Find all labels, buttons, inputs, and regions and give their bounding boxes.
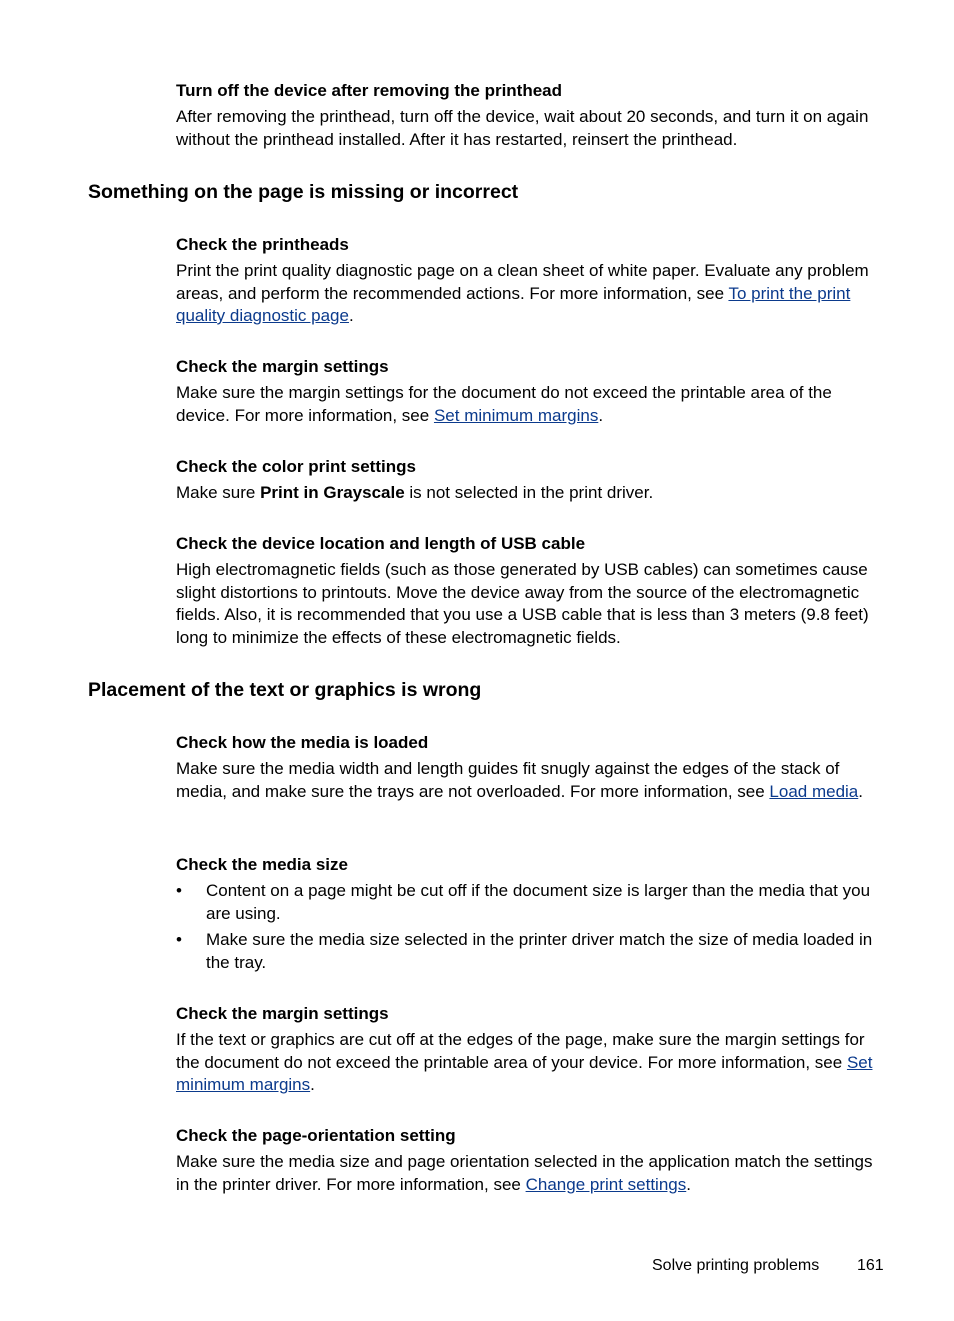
subsection-check-media-loaded (176, 732, 881, 803)
subsection-text (176, 382, 881, 427)
bullet-icon: • (176, 881, 182, 900)
bullet-icon: • (176, 930, 182, 949)
subsection-check-color-print (176, 456, 881, 505)
text-segment: . (598, 405, 604, 425)
text-segment: Make sure the margin settings for the document do not exceed the printable area of the device. For more information, see (176, 383, 832, 425)
list-item-text: Make sure the media size selected in the printer driver match the size of media loaded in the tray. (206, 930, 873, 972)
footer-page-number: 161 (857, 1257, 884, 1274)
subsection-heading: Check how the media is loaded (176, 733, 429, 752)
link-set-minimum-margins[interactable]: Set minimum margins (433, 405, 599, 425)
text-segment: is not selected in the print driver. (404, 483, 654, 502)
footer-section-name: Solve printing problems (652, 1257, 820, 1274)
subsection-check-margin-settings (176, 356, 881, 427)
subsection-check-usb-cable (176, 533, 881, 649)
text-segment: Make sure the media width and length guides fit snugly against the edges of the stack of media, and make sure the trays are not overloaded. For more information, see (176, 759, 840, 801)
subsection-text (176, 758, 881, 803)
subsection-check-media-size (176, 854, 881, 978)
text-segment: . (310, 1075, 315, 1094)
subsection-heading: Check the media size (176, 855, 348, 874)
subsection-check-printheads (176, 234, 881, 328)
subsection-check-margin-settings-2 (176, 1003, 881, 1097)
subsection-text: After removing the printhead, turn off the device, wait about 20 seconds, and turn it on again without the printhead installed. After it has restarted, reinsert the printhead. (176, 107, 869, 149)
bold-option-name: Print in Grayscale (260, 483, 405, 502)
link-load-media[interactable]: Load media (769, 781, 859, 801)
subsection-heading: Check the device location and length of USB cable (176, 534, 586, 553)
text-segment: . (686, 1174, 691, 1194)
subsection-check-page-orientation (176, 1125, 881, 1196)
subsection-text (176, 482, 881, 505)
link-print-quality-diagnostic[interactable]: To print the print quality diagnostic page (176, 283, 851, 325)
text-segment: Print the print quality diagnostic page on a clean sheet of white paper. Evaluate any problem areas, and perform the recommended actions. For more information, see (176, 261, 869, 303)
link-set-minimum-margins[interactable]: Set minimum margins (176, 1052, 873, 1094)
media-size-list (176, 880, 881, 974)
section-title-placement-wrong: Placement of the text or graphics is wrong (88, 679, 482, 701)
text-segment: Make sure the media size and page orientation selected in the application match the settings in the printer driver. For more information, see (176, 1152, 873, 1194)
subsection-text (176, 260, 881, 328)
text-segment: . (348, 306, 354, 325)
list-item (176, 880, 881, 925)
subsection-text: High electromagnetic fields (such as those generated by USB cables) can sometimes cause slight distortions to printouts. Move the device away from the source of the electromagnetic fields. Also, it is recommended that you use a USB cable that is less than 3 meters (9.8 feet) long to minimize the effects of these electromagnetic fields. (176, 560, 869, 647)
subsection-heading: Check the color print settings (176, 457, 416, 476)
subsection-text (176, 1151, 881, 1196)
list-item (176, 929, 881, 974)
text-segment: . (858, 781, 863, 801)
subsection-text (176, 1029, 881, 1097)
list-item-text: Content on a page might be cut off if the document size is larger than the media that you are using. (206, 881, 871, 923)
subsection-heading: Check the page-orientation setting (176, 1126, 456, 1145)
subsection-heading: Check the margin settings (176, 357, 389, 376)
subsection-turn-off-device (176, 80, 881, 151)
section-title-missing-incorrect: Something on the page is missing or incorrect (88, 181, 519, 203)
link-change-print-settings[interactable]: Change print settings (525, 1174, 687, 1194)
subsection-heading: Check the printheads (176, 235, 349, 254)
subsection-heading: Turn off the device after removing the printhead (176, 81, 563, 100)
subsection-heading: Check the margin settings (176, 1004, 389, 1023)
text-segment: If the text or graphics are cut off at the edges of the page, make sure the margin settings for the document do not exceed the printable area of your device. For more information, see (176, 1030, 865, 1072)
text-segment: Make sure (176, 483, 261, 502)
